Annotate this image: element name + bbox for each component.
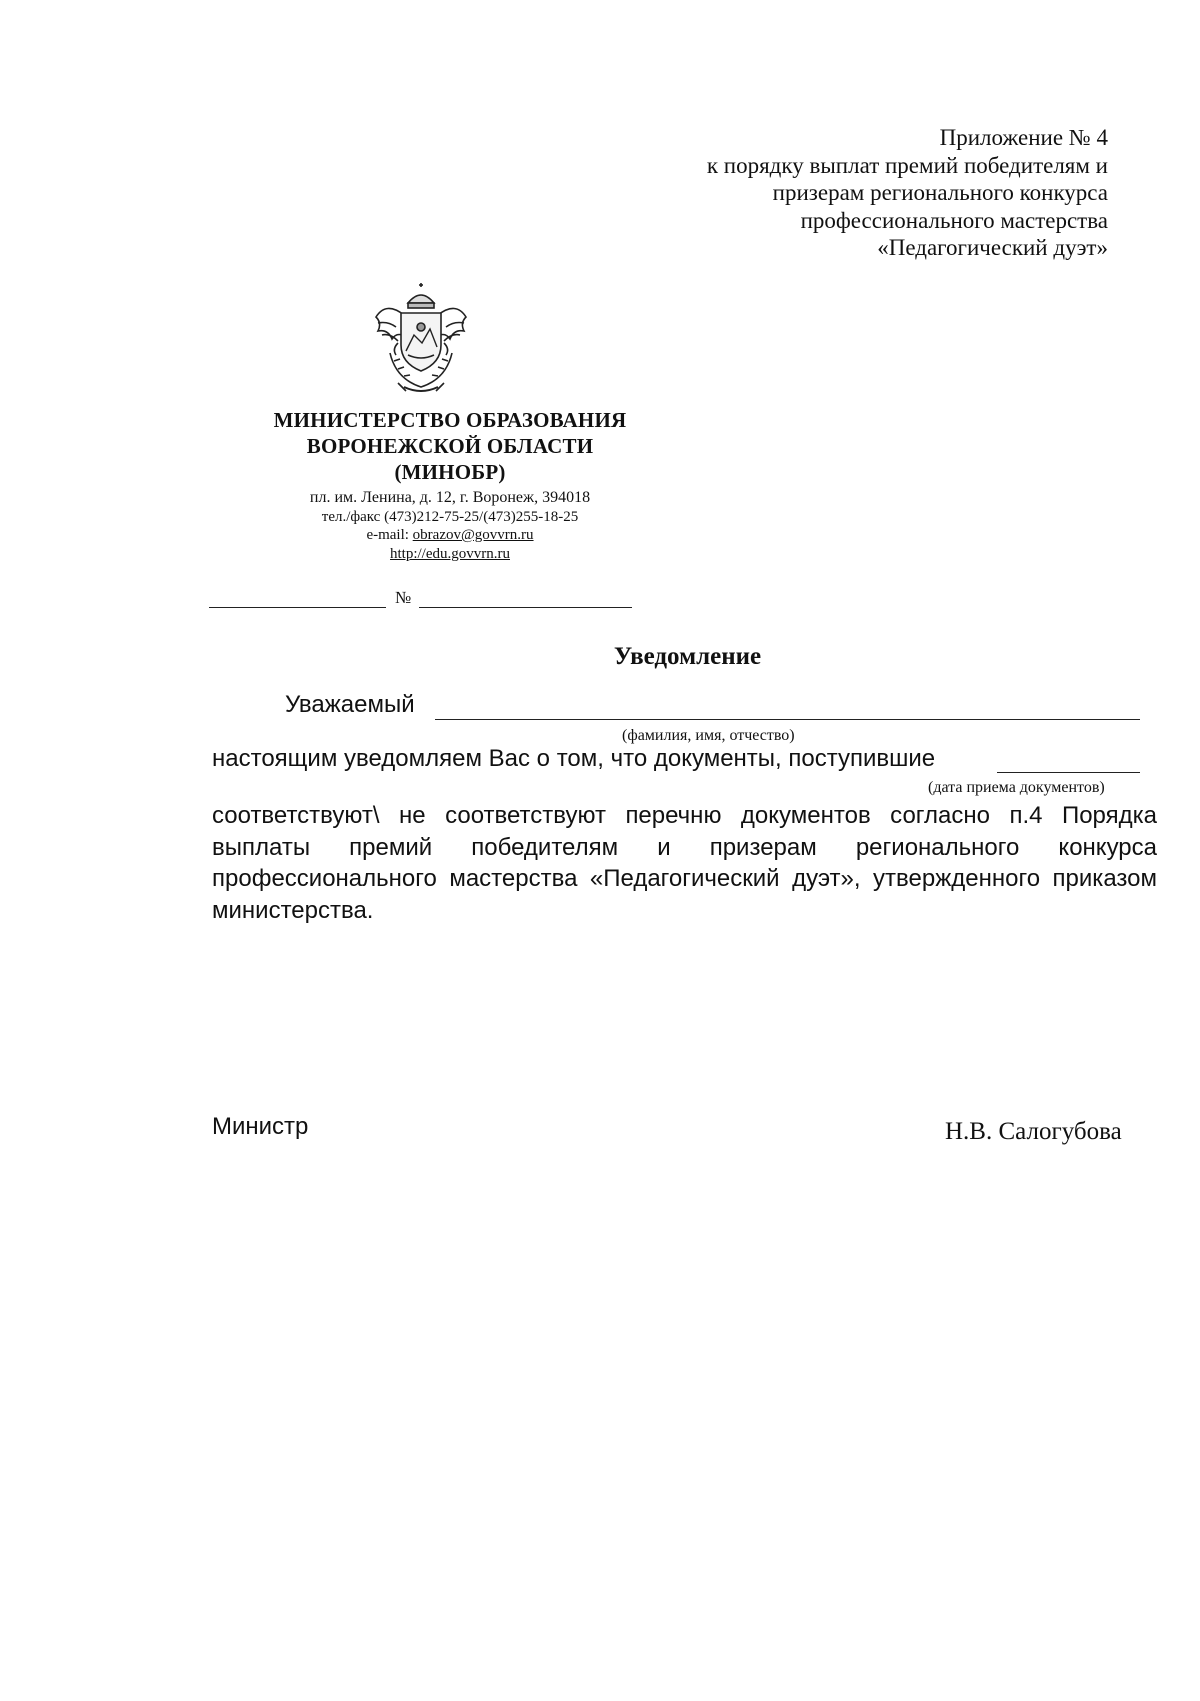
hint-fio: (фамилия, имя, отчество) [622, 727, 795, 744]
appendix-line-1: Приложение № 4 [939, 125, 1108, 150]
document-title: Уведомление [613, 643, 762, 670]
recipient-name-blank [435, 719, 1140, 720]
ministry-address: пл. им. Ленина, д. 12, г. Воронеж, 394018 [309, 489, 591, 506]
hint-date: (дата приема документов) [928, 779, 1105, 796]
ministry-name-line-2: ВОРОНЕЖСКОЙ ОБЛАСТИ [306, 434, 594, 458]
signature-position: Министр [212, 1113, 309, 1140]
website-link[interactable]: http://edu.govvrn.ru [390, 545, 510, 562]
date-blank-line [209, 607, 386, 608]
salutation: Уважаемый [285, 691, 415, 718]
registration-line [209, 588, 634, 612]
number-blank-line [419, 607, 632, 608]
coat-of-arms-icon [368, 283, 474, 396]
appendix-line-2: к порядку выплат премий победителям и [706, 152, 1108, 178]
ministry-name-line-3: (МИНОБР) [394, 460, 506, 484]
email-link[interactable]: obrazov@govvrn.ru [412, 527, 534, 543]
notice-paragraph: соответствуют\ не соответствуют перечню документов согласно п.4 Порядка выплаты премий победителям и призерам регионального конкурса профессионального мастерства «Педагогический дуэт», утвержденного приказом министерства. [212, 802, 1157, 924]
ministry-phone: тел./факс (473)212-75-25/(473)255-18-25 [321, 508, 579, 525]
receipt-date-blank [997, 772, 1140, 773]
appendix-line-3: призерам регионального конкурса [772, 180, 1108, 205]
notice-line-received: настоящим уведомляем Вас о том, что документы, поступившие [212, 745, 936, 772]
email-label: e-mail: [366, 527, 413, 543]
ministry-website-row [230, 545, 670, 564]
ministry-block [230, 407, 670, 563]
ministry-email-row [230, 526, 670, 545]
signature-name: Н.В. Салогубова [945, 1118, 1122, 1145]
ministry-name-line-1: МИНИСТЕРСТВО ОБРАЗОВАНИЯ [273, 408, 627, 432]
appendix-line-4: профессионального мастерства [800, 207, 1108, 233]
number-sign: № [395, 588, 412, 607]
appendix-line-5: «Педагогический дуэт» [877, 235, 1108, 260]
appendix-block [588, 124, 1108, 262]
